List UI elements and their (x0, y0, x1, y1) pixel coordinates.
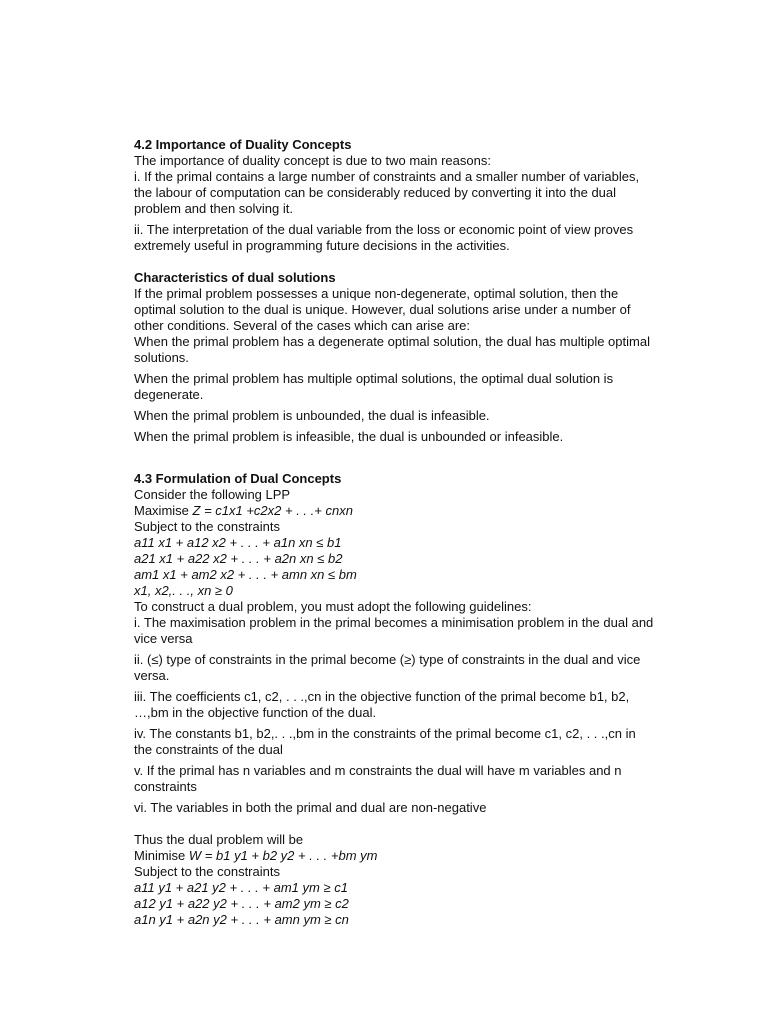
dual-constraint-1: a11 y1 + a21 y2 + . . . + am1 ym ≥ c1 (134, 880, 348, 895)
dual-constraint-2: a12 y1 + a22 y2 + . . . + am2 ym ≥ c2 (134, 896, 349, 911)
dual-constraint-n: a1n y1 + a2n y2 + . . . + amn ym ≥ cn (134, 912, 349, 927)
characteristics-intro: If the primal problem possesses a unique non-degenerate, optimal solution, then the optimal solution to the dual is unique. However, dual solutions arise under a number of other conditions. Several of the cases which can arise are: (134, 286, 631, 333)
minimise-label: Minimise (134, 848, 189, 863)
primal-constraint-2: a21 x1 + a22 x2 + . . . + a2n xn ≤ b2 (134, 551, 343, 566)
maximise-line (134, 503, 654, 519)
guideline-5: v. If the primal has n variables and m constraints the dual will have m variables and n constraints (134, 763, 622, 794)
dual-problem-intro: Thus the dual problem will be (134, 832, 304, 847)
bullet-infeasible: When the primal problem is infeasible, the dual is unbounded or infeasible. (134, 429, 564, 444)
guideline-3: iii. The coefficients c1, c2, . . .,cn in the objective function of the primal become b1, b2, …,bm in the objective function of the dual. (134, 689, 630, 720)
minimise-line (134, 848, 654, 864)
document-page (134, 137, 654, 928)
non-negativity-constraint: x1, x2,. . ., xn ≥ 0 (134, 583, 233, 598)
bullet-multiple-solutions: When the primal problem has multiple optimal solutions, the optimal dual solution is degenerate. (134, 371, 614, 402)
minimise-expression: W = b1 y1 + b2 y2 + . . . +bm ym (188, 848, 378, 863)
section-4-2-intro: The importance of duality concept is due to two main reasons: (134, 153, 491, 168)
section-4-2-heading: 4.2 Importance of Duality Concepts (134, 137, 352, 152)
guideline-2: ii. (≤) type of constraints in the primal become (≥) type of constraints in the dual and vice versa. (134, 652, 641, 683)
guideline-1: i. The maximisation problem in the primal becomes a minimisation problem in the dual and vice versa (134, 615, 654, 646)
guidelines-intro: To construct a dual problem, you must adopt the following guidelines: (134, 599, 532, 614)
guideline-6: vi. The variables in both the primal and dual are non-negative (134, 800, 487, 815)
section-4-3-heading: 4.3 Formulation of Dual Concepts (134, 471, 342, 486)
reason-1-paragraph: i. If the primal contains a large number of constraints and a smaller number of variables, the labour of computation can be considerably reduced by converting it into the dual problem and then solving it. (134, 169, 640, 216)
lpp-intro: Consider the following LPP (134, 487, 291, 502)
bullet-degenerate: When the primal problem has a degenerate optimal solution, the dual has multiple optimal solutions. (134, 334, 650, 365)
dual-subject-to-constraints: Subject to the constraints (134, 864, 280, 879)
maximise-expression: Z = c1x1 +c2x2 + . . .+ cnxn (192, 503, 353, 518)
primal-constraint-1: a11 x1 + a12 x2 + . . . + a1n xn ≤ b1 (134, 535, 342, 550)
bullet-unbounded: When the primal problem is unbounded, the dual is infeasible. (134, 408, 490, 423)
primal-constraint-m: am1 x1 + am2 x2 + . . . + amn xn ≤ bm (134, 567, 357, 582)
guideline-4: iv. The constants b1, b2,. . .,bm in the constraints of the primal become c1, c2, . . .,cn in the constraints of the dual (134, 726, 636, 757)
reason-2-paragraph: ii. The interpretation of the dual variable from the loss or economic point of view proves extremely useful in programming future decisions in the activities. (134, 222, 634, 253)
characteristics-heading: Characteristics of dual solutions (134, 270, 336, 285)
subject-to-constraints: Subject to the constraints (134, 519, 280, 534)
maximise-label: Maximise (134, 503, 193, 518)
